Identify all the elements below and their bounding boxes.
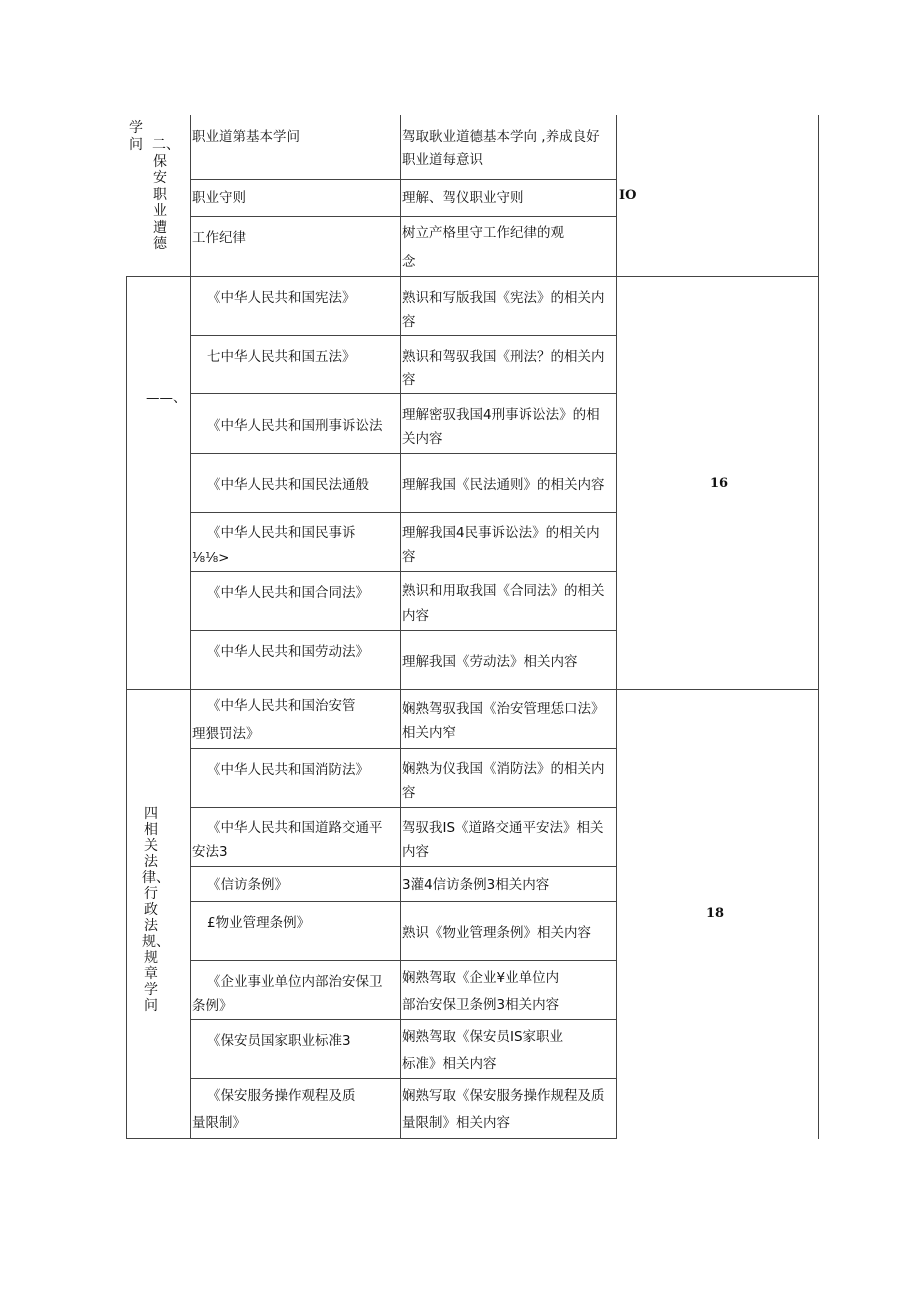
row-divider [190, 512, 617, 513]
topic-cell: 《中华人民共和国道路交通平 [207, 820, 383, 836]
requirement-cell: 容 [402, 314, 416, 330]
row-divider [190, 630, 617, 631]
row-divider [190, 901, 617, 902]
column-divider-2 [400, 115, 401, 1139]
topic-cell: 七中华人民共和国五法》 [207, 349, 356, 365]
topic-cell: 量限制》 [192, 1115, 246, 1131]
row-divider [190, 960, 617, 961]
requirement-cell: 标准》相关内容 [402, 1056, 497, 1072]
column-divider-3 [616, 115, 617, 1139]
topic-cell: 《中华人民共和国宪法》 [207, 290, 356, 306]
requirement-cell: 容 [402, 372, 416, 388]
requirement-cell: 驾驭我IS《道路交通平安法》相关 [402, 820, 604, 836]
topic-cell: 《中华人民共和国刑事诉讼法 [207, 418, 383, 434]
section-1-label: 二、保安职业遭德 [152, 137, 180, 252]
requirement-cell: 部治安保卫条例3相关内容 [402, 997, 560, 1013]
topic-cell: 《信访条例》 [207, 877, 288, 893]
row-divider [190, 807, 617, 808]
table-border-left [126, 276, 127, 1139]
topic-cell: 《中华人民共和国民法通般 [207, 477, 369, 493]
row-divider [190, 1019, 617, 1020]
topic-cell: 《企业事业单位内部治安保卫 [207, 974, 383, 990]
requirement-cell: 相关内窄 [402, 725, 456, 741]
topic-cell: 条例》 [192, 998, 233, 1014]
requirement-cell: 3灌4信访条例3相关内容 [402, 877, 550, 893]
topic-cell: 理猥罚法》 [192, 726, 260, 742]
requirement-cell: 理解、驾仪职业守则 [402, 190, 524, 206]
row-divider [190, 571, 617, 572]
row-divider [190, 453, 617, 454]
requirement-cell: 娴熟写取《保安服务操作规程及质 [402, 1088, 605, 1104]
requirement-cell: 熟识和驾驭我国《刑法？的相关内 [402, 349, 605, 365]
section-1-score: IO [619, 188, 637, 203]
requirement-cell: 熟识《物业管理条例》相关内容 [402, 925, 591, 941]
requirement-cell: 念 [402, 254, 416, 270]
requirement-cell: 娴熟驾取《企业¥业单位内 [402, 970, 560, 986]
topic-cell: 《中华人民共和国劳动法》 [207, 644, 369, 660]
topic-cell: 《保安服务操作观程及质 [207, 1088, 356, 1104]
row-divider [190, 335, 617, 336]
requirement-cell: 容 [402, 549, 416, 565]
topic-cell: 《中华人民共和国民事诉 [207, 525, 356, 541]
row-divider [190, 216, 617, 217]
requirement-cell: 关内容 [402, 431, 443, 447]
topic-cell: 工作纪律 [192, 230, 246, 246]
topic-cell: 安法3 [192, 844, 228, 860]
section-2-label: ——、 [146, 390, 187, 406]
row-divider [190, 748, 617, 749]
requirement-cell: 理解我国《劳动法》相关内容 [402, 654, 578, 670]
requirement-cell: 娴熟驾驭我国《治安管理恁口法》 [402, 701, 605, 717]
section-divider [126, 689, 819, 690]
topic-cell: 《中华人民共和国治安管 [207, 698, 356, 714]
requirement-cell: 理解我国《民法通则》的相关内容 [402, 477, 605, 493]
requirement-cell: 树立产格里守工作纪律的观 [402, 225, 564, 241]
section-3-score: 18 [706, 906, 725, 921]
requirement-cell: 职业道每意识 [402, 152, 483, 168]
topic-cell: 《中华人民共和国消防法》 [207, 762, 369, 778]
requirement-cell: 理解我国4民事诉讼法》的相关内 [402, 525, 600, 541]
requirement-cell: 娴熟为仪我国《消防法》的相关内 [402, 761, 605, 777]
table-border-right [818, 115, 819, 1139]
topic-cell: 职业守则 [192, 190, 246, 206]
column-divider-1 [190, 115, 191, 1139]
requirement-cell: 容 [402, 785, 416, 801]
topic-cell: ⅛⅛> [192, 550, 230, 566]
section-1-label-prefix: 学问 [129, 120, 143, 153]
requirement-cell: 熟识和写版我国《宪法》的相关内 [402, 290, 605, 306]
row-divider [190, 866, 617, 867]
topic-cell: 《中华人民共和国合同法》 [207, 585, 369, 601]
section-3-label: 四相关法律、行政法规、规章学问 [142, 806, 170, 1014]
requirement-cell: 驾取耿业道德基本学向 ,养成良好 [402, 129, 600, 145]
section-2-score: 16 [710, 476, 729, 491]
requirement-cell: 理解密驭我国4刑事诉讼法》的相 [402, 407, 600, 423]
topic-cell: 《保安员国家职业标准3 [207, 1033, 351, 1049]
requirement-cell: 量限制》相关内容 [402, 1115, 510, 1131]
table-border-bottom [126, 1138, 617, 1139]
topic-cell: 职业道第基本学问 [192, 129, 300, 145]
requirement-cell: 娴熟驾取《保安员IS家职业 [402, 1029, 564, 1045]
section-divider [126, 276, 819, 277]
row-divider [190, 393, 617, 394]
topic-cell: £物业管理条例》 [207, 915, 311, 931]
requirement-cell: 内容 [402, 844, 429, 860]
requirement-cell: 熟识和用取我国《合同法》的相关 [402, 583, 605, 599]
requirement-cell: 内容 [402, 608, 429, 624]
row-divider [190, 1078, 617, 1079]
row-divider [190, 179, 617, 180]
